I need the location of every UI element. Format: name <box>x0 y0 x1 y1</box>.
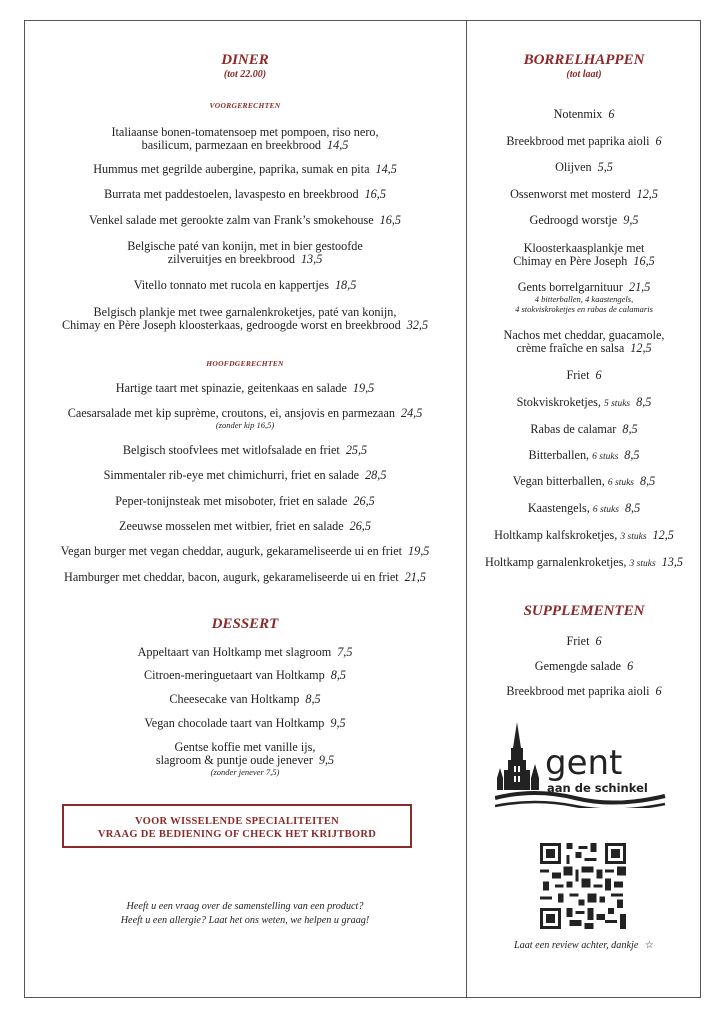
item-price: 14,5 <box>375 162 397 176</box>
item-price: 19,5 <box>352 381 375 395</box>
item-price: 12,5 <box>636 187 658 201</box>
menu-item <box>467 449 701 464</box>
voorgerechten-title: VOORGERECHTEN <box>209 101 281 110</box>
item-price: 8,5 <box>305 692 321 706</box>
menu-item <box>24 741 466 777</box>
dessert-title: DESSERT <box>211 616 279 632</box>
menu-item <box>467 660 701 673</box>
item-price: 14,5 <box>327 138 349 152</box>
item-price: 19,5 <box>408 544 430 558</box>
menu-item <box>467 188 701 201</box>
item-name: Kloosterkaasplankje met <box>523 241 645 255</box>
menu-item <box>24 188 466 201</box>
item-name: Vegan chocolade taart van Holtkamp <box>144 716 325 730</box>
menu-item <box>467 556 701 571</box>
item-unit: 3 stuks <box>620 532 647 542</box>
item-price: 21,5 <box>404 570 426 584</box>
item-price: 9,5 <box>318 753 335 767</box>
item-unit: 6 stuks <box>607 478 634 488</box>
item-price: 6 <box>608 107 615 121</box>
item-price: 5,5 <box>597 160 613 174</box>
item-name: Vegan bitterballen, <box>512 474 605 488</box>
item-name: Gentse koffie met vanille ijs, <box>174 740 316 754</box>
menu-item <box>24 444 466 457</box>
item-price: 24,5 <box>400 406 423 420</box>
menu-item <box>24 240 466 266</box>
logo-word: gent <box>545 743 623 783</box>
item-price: 9,5 <box>330 716 346 730</box>
item-price: 13,5 <box>300 252 323 266</box>
menu-item <box>24 646 466 659</box>
review-line[interactable] <box>467 940 701 951</box>
logo-tagline: aan de schinkel <box>547 781 648 795</box>
menu-item <box>24 571 466 584</box>
item-name: Gemengde salade <box>534 659 622 673</box>
item-name: Burrata met paddestoelen, lavaspesto en breekbrood <box>104 187 359 201</box>
item-name: Bitterballen, <box>528 448 590 462</box>
item-name: Zeeuwse mosselen met witbier, friet en salade <box>119 519 344 533</box>
item-name: Holtkamp garnalenkroketjes, <box>485 555 627 569</box>
item-price: 6 <box>595 634 602 648</box>
item-name: Gedroogd worstje <box>529 213 618 227</box>
item-name: Breekbrood met paprika aioli <box>506 684 650 698</box>
item-name: Simmentaler rib-eye met chimichurri, friet en salade <box>103 468 360 482</box>
menu-item <box>24 717 466 730</box>
item-name: Vegan burger met vegan cheddar, augurk, gekarameliseerde ui en friet <box>60 544 403 558</box>
item-price: 8,5 <box>624 448 640 462</box>
item-price: 6 <box>655 684 662 698</box>
menu-item <box>24 545 466 558</box>
item-name: Venkel salade met gerookte zalm van Frank’s smokehouse <box>89 213 374 227</box>
item-price: 26,5 <box>353 494 375 508</box>
item-name: Chimay en Père Joseph kloosterkaas, gedroogde worst en breekbrood <box>61 318 401 332</box>
specials-box <box>62 804 412 848</box>
menu-item <box>24 495 466 508</box>
item-name: Friet <box>566 634 590 648</box>
item-name: Holtkamp kalfskroketjes, <box>494 528 618 542</box>
menu-item <box>24 382 466 395</box>
item-name: Italiaanse bonen-tomatensoep met pompoen, riso nero, <box>111 125 379 139</box>
menu-item <box>467 329 701 355</box>
borrelhappen-subtitle: (tot laat) <box>566 69 602 80</box>
menu-item <box>467 529 701 544</box>
item-price: 8,5 <box>640 474 656 488</box>
menu-item <box>24 693 466 706</box>
menu-item <box>467 135 701 148</box>
specials-line-1: VOOR WISSELENDE SPECIALITEITEN <box>134 816 340 827</box>
menu-item <box>24 163 466 176</box>
item-price: 16,5 <box>633 254 655 268</box>
menu-item <box>467 423 701 436</box>
item-price: 8,5 <box>330 668 346 682</box>
item-name: Appeltaart van Holtkamp met slagroom <box>137 645 332 659</box>
borrelhappen-title: BORRELHAPPEN <box>523 52 645 68</box>
menu-item <box>24 306 466 332</box>
menu-item <box>24 469 466 482</box>
item-name: Chimay en Père Joseph <box>513 254 628 268</box>
menu-item <box>467 502 701 517</box>
item-price: 6 <box>627 659 634 673</box>
item-note: (zonder jenever 7,5) <box>210 767 280 777</box>
item-name: Kaastengels, <box>527 501 590 515</box>
item-price: 28,5 <box>365 468 387 482</box>
item-price: 8,5 <box>624 501 641 515</box>
menu-item <box>467 475 701 490</box>
item-price: 6 <box>595 368 602 382</box>
menu-item <box>24 407 466 430</box>
supplementen-title: SUPPLEMENTEN <box>523 603 645 619</box>
menu-item <box>467 161 701 174</box>
item-name: Stokviskroketjes, <box>516 395 601 409</box>
item-name: Belgische paté van konijn, met in bier gestoofde <box>127 239 363 253</box>
allergy-notice <box>24 900 466 928</box>
item-price: 13,5 <box>661 555 683 569</box>
item-name: basilicum, parmezaan en breekbrood <box>141 138 322 152</box>
item-name: Hummus met gegrilde aubergine, paprika, sumak en pita <box>93 162 370 176</box>
menu-item <box>24 279 466 292</box>
allergy-line-1: Heeft u een vraag over de samenstelling van een product? <box>126 901 364 912</box>
item-name: slagroom & puntje oude jenever <box>155 753 313 767</box>
menu-item <box>24 669 466 682</box>
item-price: 8,5 <box>622 422 638 436</box>
item-name: Vitello tonnato met rucola en kappertjes <box>133 278 329 292</box>
menu-item <box>467 396 701 411</box>
item-note: 4 bitterballen, 4 kaastengels, <box>534 294 634 304</box>
item-price: 16,5 <box>364 187 386 201</box>
item-name: Gents borrelgarnituur <box>517 280 623 294</box>
item-unit: 3 stuks <box>629 559 656 569</box>
item-name: Belgisch plankje met twee garnalenkroketjes, paté van konijn, <box>93 305 397 319</box>
star-icon: ☆ <box>644 940 655 951</box>
item-price: 6 <box>655 134 662 148</box>
menu-item <box>467 369 701 382</box>
item-name: Friet <box>566 368 590 382</box>
church-tower-icon <box>495 718 675 808</box>
specials-line-2: VRAAG DE BEDIENING OF CHECK HET KRIJTBORD <box>97 829 377 840</box>
qr-code-icon <box>540 843 626 929</box>
gent-logo <box>495 718 675 808</box>
item-name: Breekbrood met paprika aioli <box>506 134 650 148</box>
review-text: Laat een review achter, dankje <box>513 940 639 951</box>
menu-item <box>467 281 701 314</box>
menu-item <box>467 685 701 698</box>
item-unit: 6 stuks <box>592 505 619 515</box>
menu-item <box>24 126 466 152</box>
item-name: Ossenworst met mosterd <box>510 187 631 201</box>
hoofdgerechten-title: HOOFDGERECHTEN <box>206 359 284 368</box>
menu-item <box>467 214 701 227</box>
diner-subtitle: (tot 22.00) <box>223 69 267 80</box>
item-price: 8,5 <box>636 395 652 409</box>
item-name: crème fraîche en salsa <box>516 341 625 355</box>
item-price: 18,5 <box>334 278 357 292</box>
item-name: Hartige taart met spinazie, geitenkaas en salade <box>115 381 347 395</box>
item-price: 9,5 <box>623 213 639 227</box>
item-price: 12,5 <box>630 341 652 355</box>
item-note: 4 stokviskroketjes en rabas de calamaris <box>515 304 653 314</box>
item-price: 16,5 <box>379 213 401 227</box>
item-name: Cheesecake van Holtkamp <box>169 692 300 706</box>
item-price: 12,5 <box>652 528 674 542</box>
item-name: Caesarsalade met kip suprème, croutons, ei, ansjovis en parmezaan <box>67 406 395 420</box>
menu-item <box>24 214 466 227</box>
item-price: 7,5 <box>337 645 353 659</box>
item-price: 26,5 <box>349 519 371 533</box>
item-name: Belgisch stoofvlees met witlofsalade en friet <box>122 443 340 457</box>
qr-code[interactable] <box>540 843 626 929</box>
item-unit: 5 stuks <box>603 399 631 409</box>
item-name: Olijven <box>555 160 592 174</box>
item-name: Rabas de calamar <box>530 422 617 436</box>
menu-item <box>467 242 701 268</box>
item-name: Hamburger met cheddar, bacon, augurk, gekarameliseerde ui en friet <box>64 570 399 584</box>
item-name: Peper-tonijnsteak met misoboter, friet en salade <box>115 494 348 508</box>
menu-item <box>467 635 701 648</box>
item-name: Notenmix <box>553 107 603 121</box>
item-name: Nachos met cheddar, guacamole, <box>503 328 665 342</box>
item-unit: 6 stuks <box>592 452 619 462</box>
menu-item <box>24 520 466 533</box>
item-price: 21,5 <box>628 280 651 294</box>
item-price: 25,5 <box>345 443 368 457</box>
diner-title: DINER <box>221 52 269 68</box>
item-name: zilveruitjes en breekbrood <box>167 252 295 266</box>
item-price: 32,5 <box>406 318 429 332</box>
menu-item <box>467 108 701 121</box>
allergy-line-2: Heeft u een allergie? Laat het ons weten, we helpen u graag! <box>120 915 370 926</box>
item-note: (zonder kip 16,5) <box>215 420 275 430</box>
item-name: Citroen-meringuetaart van Holtkamp <box>144 668 325 682</box>
